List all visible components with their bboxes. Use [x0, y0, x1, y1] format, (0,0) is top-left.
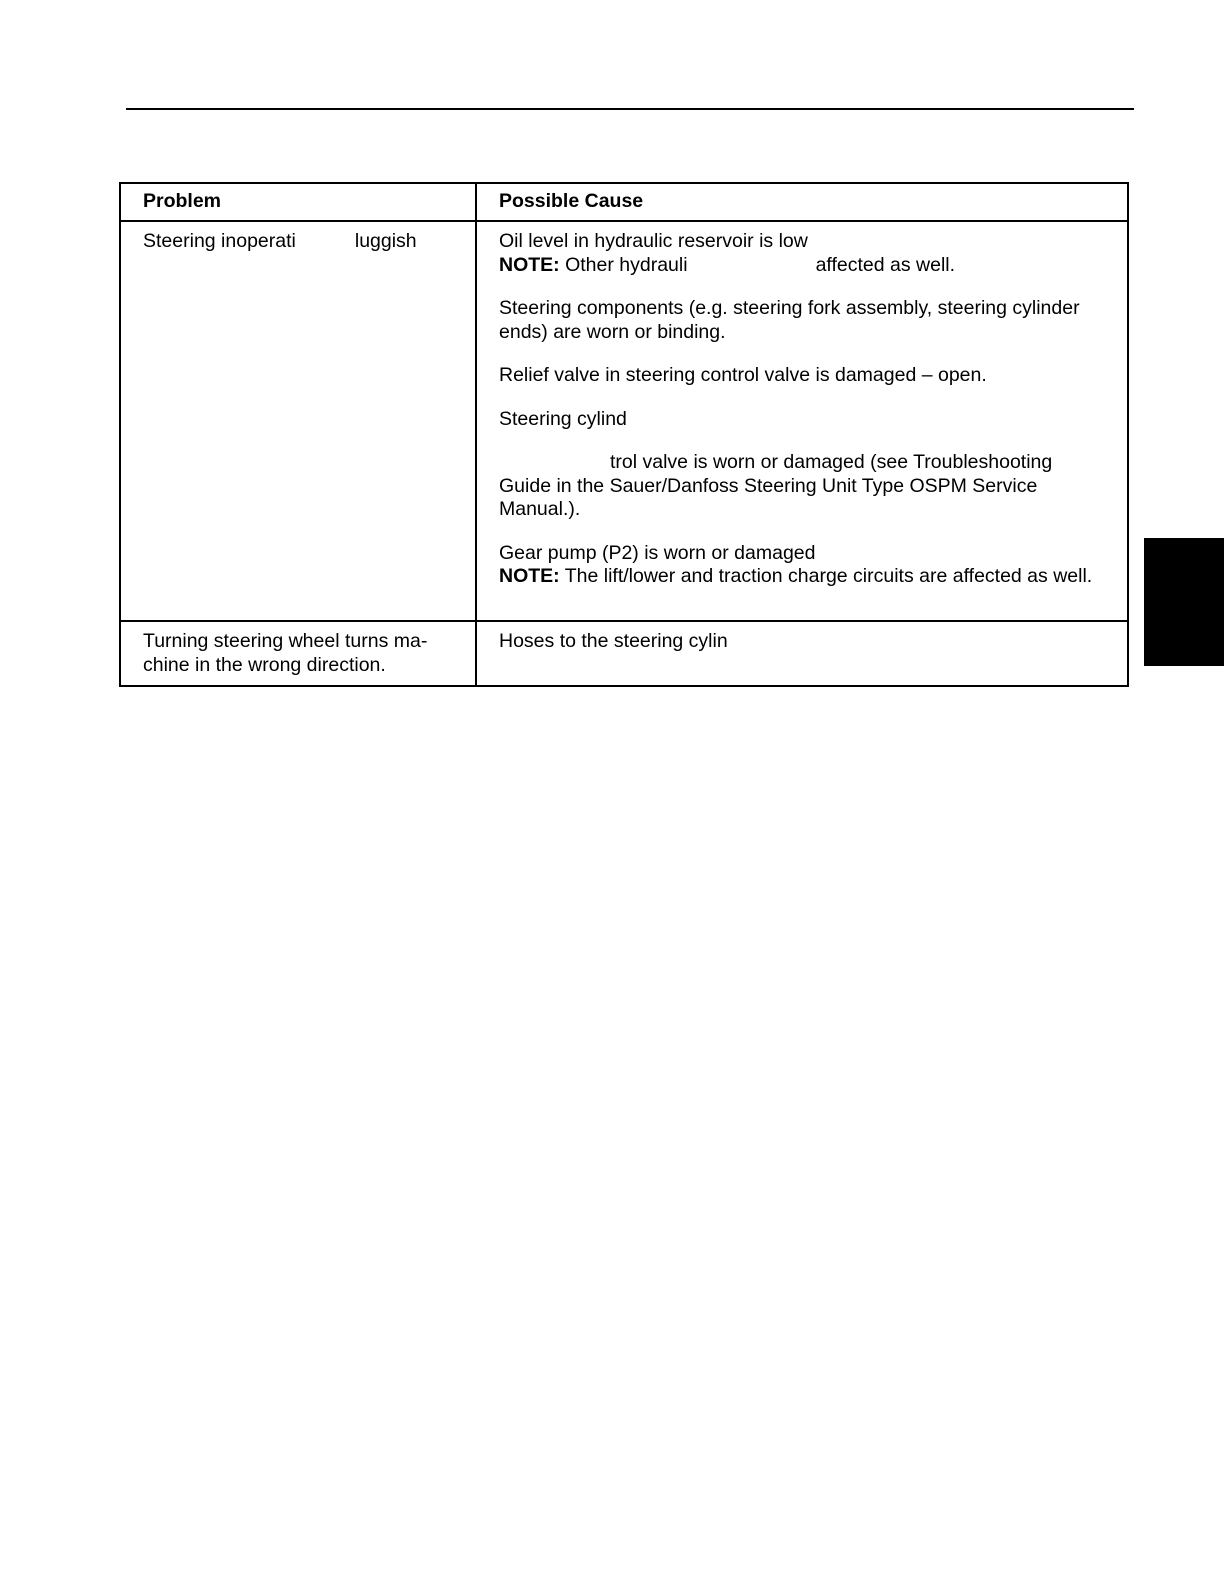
- cause-steering-components: [499, 297, 1107, 344]
- cause-text: Steering cylind: [499, 407, 627, 430]
- table-row: [120, 621, 1128, 686]
- cause-note: [499, 565, 1107, 589]
- problem-text-part1: Steering inoperati: [143, 230, 296, 252]
- note-text: The lift/lower and traction charge circuits are affected as well.: [559, 565, 1093, 587]
- cause-text: Oil level in hydraulic reservoir is low: [499, 230, 808, 252]
- header-rule: [126, 108, 1134, 110]
- note-label: NOTE:: [499, 253, 560, 276]
- table-header-row: [120, 183, 1128, 221]
- table-row: [120, 221, 1128, 621]
- problem-text-part2: luggish: [354, 230, 417, 252]
- note-text-part2: affected as well.: [815, 253, 956, 276]
- note-text-part1: Other hydrauli: [559, 253, 688, 276]
- cause-steering-cylinder: [499, 408, 1107, 432]
- cause-note: [499, 254, 1107, 278]
- cause-cell: [476, 621, 1128, 686]
- header-problem: Problem: [120, 183, 476, 221]
- cause-gear-pump: [499, 542, 1107, 589]
- cause-hoses: [499, 630, 1107, 654]
- note-label: NOTE:: [499, 565, 560, 587]
- problem-cell: [120, 621, 476, 686]
- cause-oil-level: [499, 230, 1107, 277]
- cause-text: trol valve is worn or damaged (see Troubleshooting Guide in the Sauer/Danfoss Steering Unit Type OSPM Service Manual.).: [499, 451, 1053, 520]
- problem-text: Turning steering wheel turns ma- chine in the wrong direction.: [143, 630, 428, 676]
- cause-text: Gear pump (P2) is worn or damaged: [499, 541, 816, 564]
- cause-text: Hoses to the steering cylin: [499, 630, 728, 652]
- cause-control-valve: [499, 451, 1107, 522]
- problem-cell: [120, 221, 476, 621]
- cause-relief-valve: [499, 364, 1107, 388]
- cause-text: Relief valve in steering control valve is damaged – open.: [499, 364, 987, 386]
- header-possible-cause: Possible Cause: [476, 183, 1128, 221]
- cause-cell: [476, 221, 1128, 621]
- section-tab-marker: [1144, 538, 1224, 666]
- troubleshooting-table: [119, 182, 1129, 687]
- cause-text: Steering components (e.g. steering fork assembly, steering cylinder ends) are worn or binding.: [499, 297, 1080, 343]
